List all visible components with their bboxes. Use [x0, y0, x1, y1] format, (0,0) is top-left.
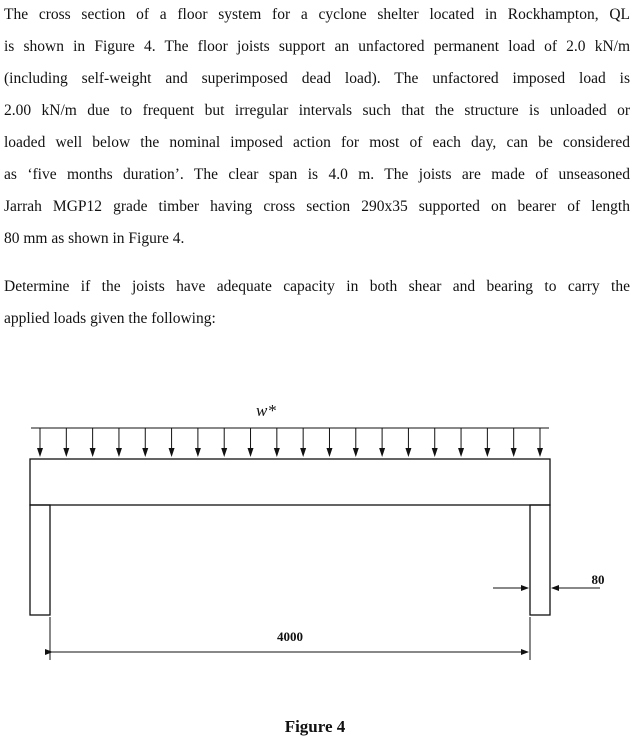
left-bearer [30, 505, 50, 615]
text-line: as ‘five months duration’. The clear span is 4.0 m. The joists are made of unseasoned [4, 166, 630, 183]
load-arrow [379, 428, 385, 457]
load-arrow [326, 428, 332, 457]
load-arrow [37, 428, 43, 457]
load-arrow [458, 428, 464, 457]
text-line: 80 mm as shown in Figure 4. [4, 230, 185, 247]
load-arrow [169, 428, 175, 457]
text-line: is shown in Figure 4. The floor joists support an unfactored permanent load of 2.0 kN/m [4, 38, 630, 55]
bearing-dimension-label: 80 [591, 572, 605, 587]
load-arrow [511, 428, 517, 457]
text-line: loaded well below the nominal imposed action for most of each day, can be considered [4, 134, 630, 151]
load-arrow [195, 428, 201, 457]
text-line: The cross section of a floor system for a cyclone shelter located in Rockhampton, QL [4, 6, 630, 23]
load-arrow [537, 428, 543, 457]
load-arrow [63, 428, 69, 457]
right-bearer [530, 505, 550, 615]
load-arrow [432, 428, 438, 457]
load-arrow [484, 428, 490, 457]
distributed-load-arrows [37, 428, 543, 457]
figure-4-joist-diagram [0, 380, 643, 749]
load-arrow [300, 428, 306, 457]
text-line: (including self-weight and superimposed dead load). The unfactored imposed load is [4, 70, 630, 87]
load-arrow [90, 428, 96, 457]
load-arrow [248, 428, 254, 457]
figure-caption: Figure 4 [284, 717, 346, 736]
joist-beam [30, 459, 550, 505]
text-line: 2.00 kN/m due to frequent but irregular intervals such that the structure is unloaded or [4, 102, 630, 119]
text-line: Jarrah MGP12 grade timber having cross section 290x35 supported on bearer of length [4, 198, 630, 215]
load-arrow [116, 428, 122, 457]
load-arrow [353, 428, 359, 457]
load-label: w* [256, 401, 276, 420]
span-dimension-label: 4000 [277, 629, 303, 644]
text-line: applied loads given the following: [4, 310, 216, 327]
text-line: Determine if the joists have adequate capacity in both shear and bearing to carry the [4, 278, 630, 295]
load-arrow [405, 428, 411, 457]
load-arrow [274, 428, 280, 457]
load-arrow [142, 428, 148, 457]
load-arrow [221, 428, 227, 457]
